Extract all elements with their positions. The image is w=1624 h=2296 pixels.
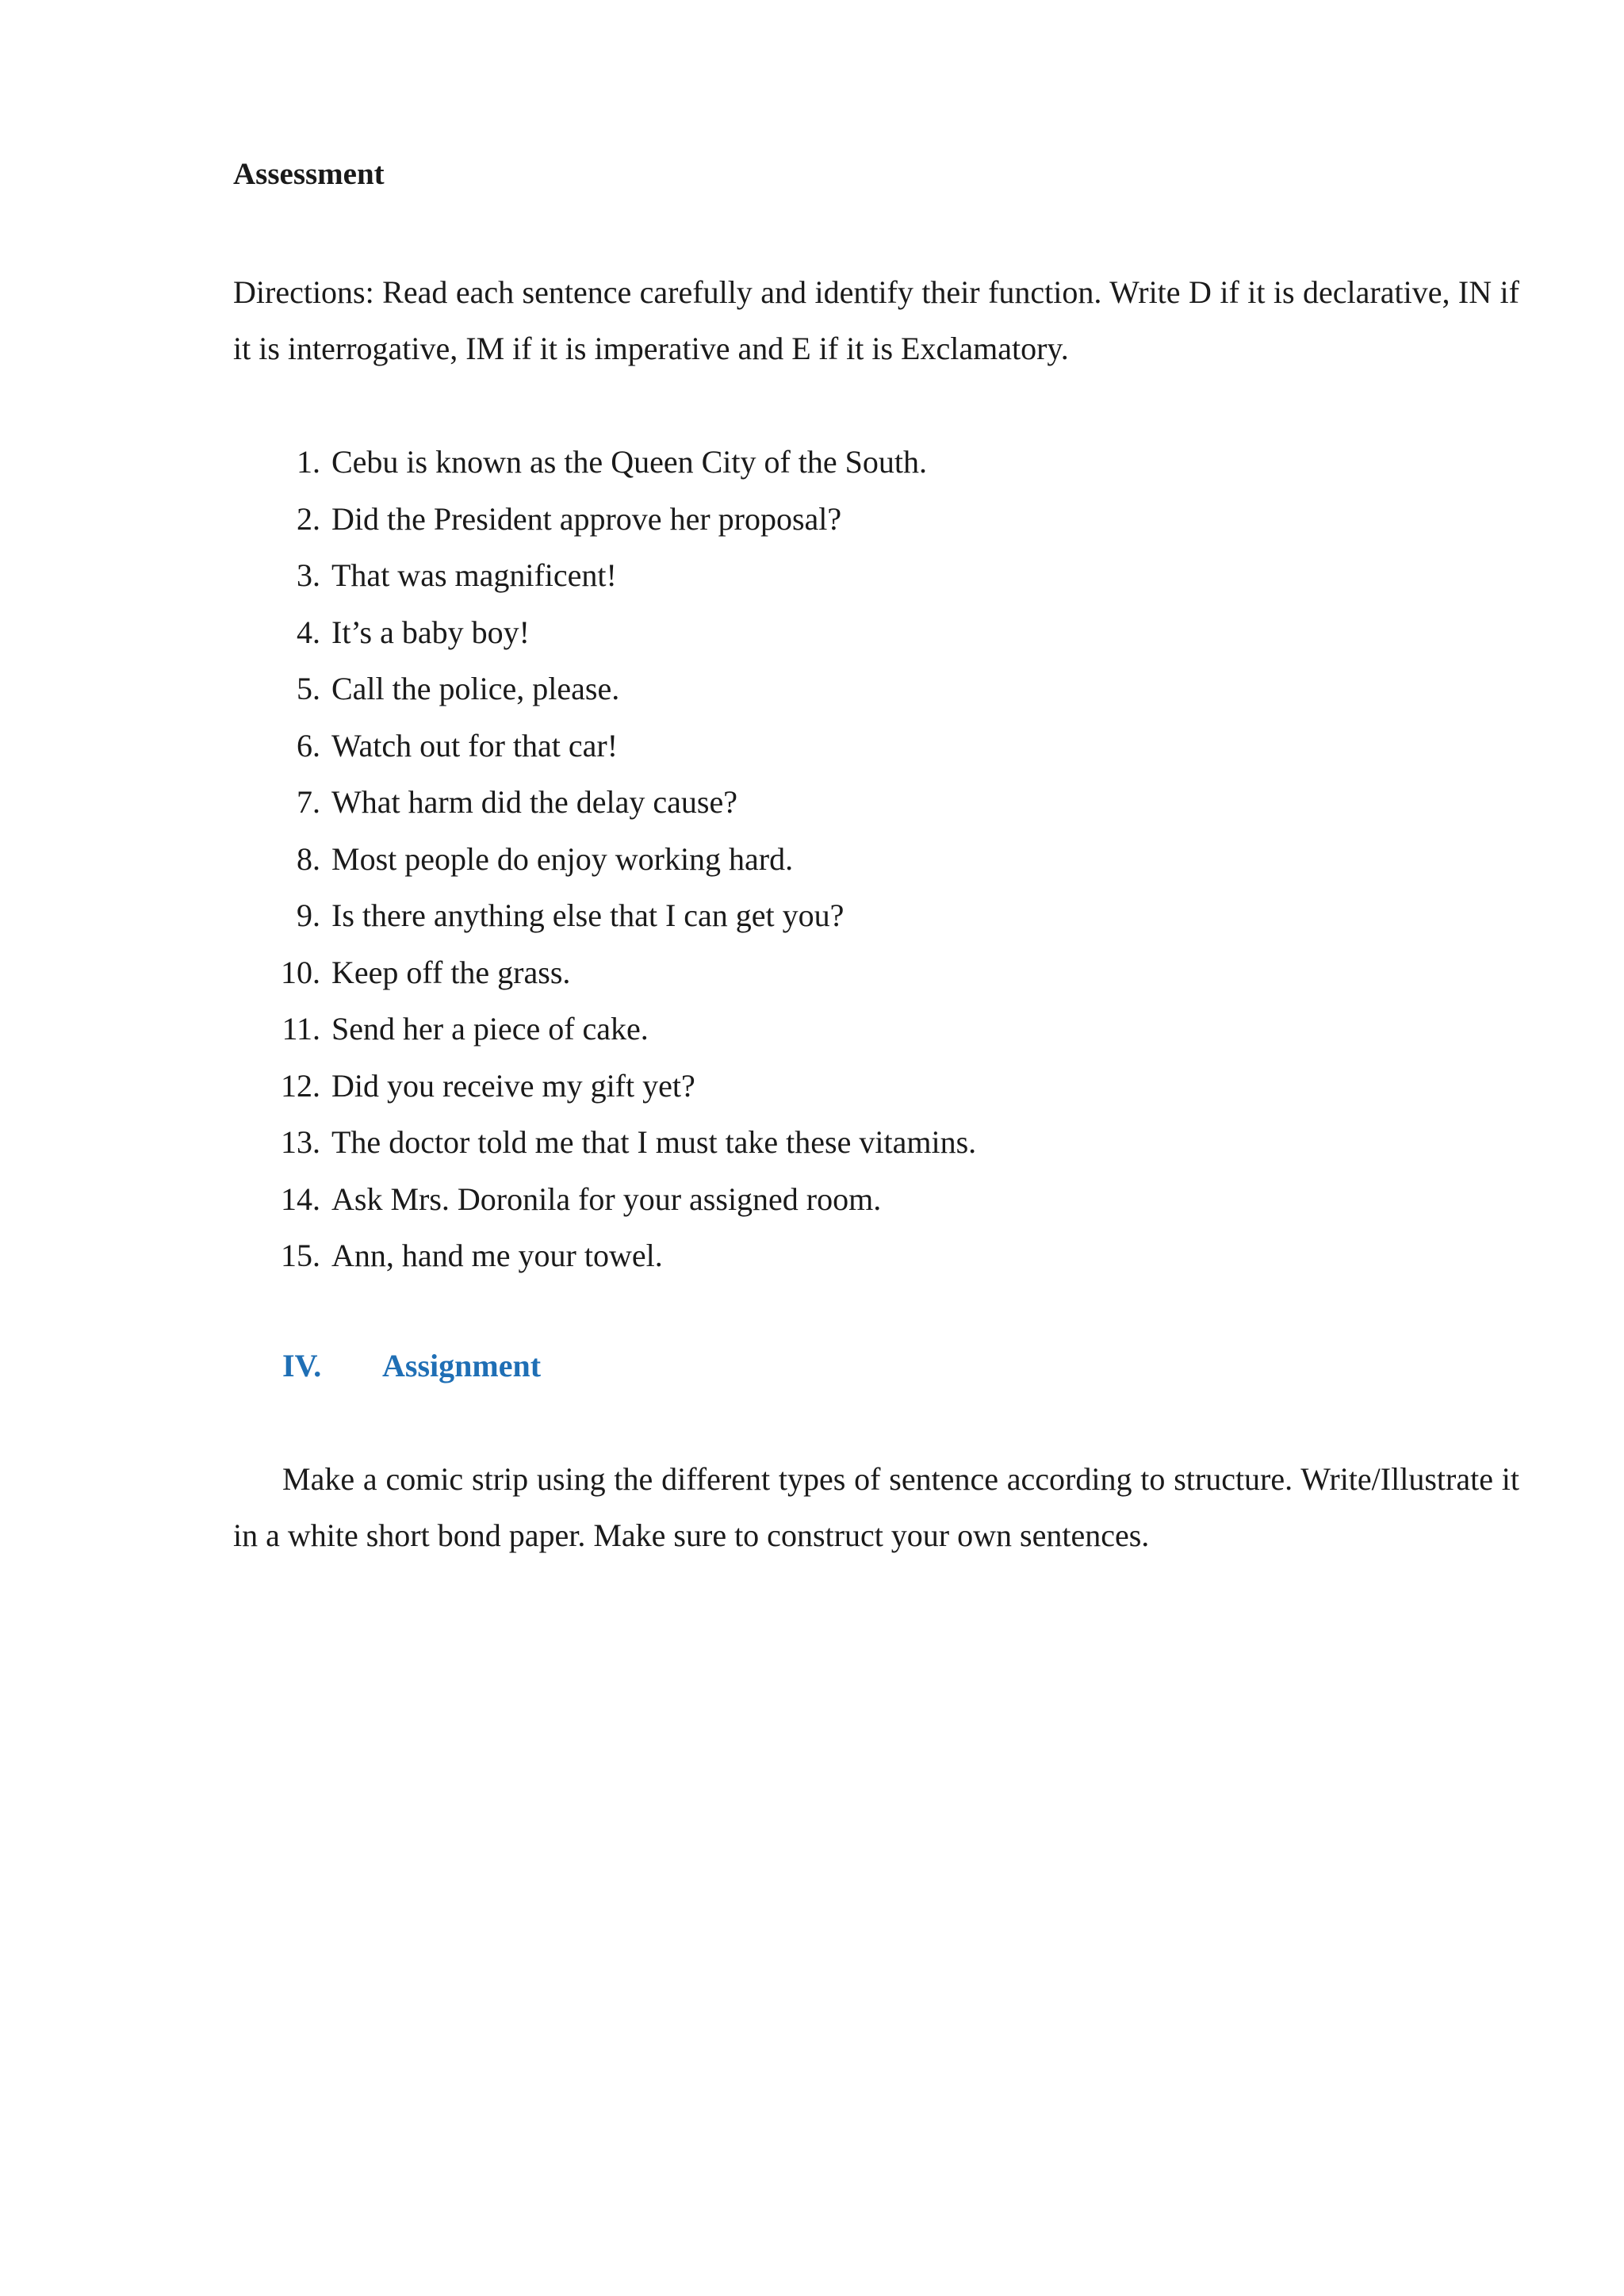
item-number: 13. [281,1124,320,1160]
item-number: 14. [281,1181,320,1217]
sentence-list [233,434,1519,1284]
assignment-section-heading [282,1337,1519,1394]
item-number: 4. [297,614,320,650]
item-text: The doctor told me that I must take these vitamins. [331,1124,977,1160]
assessment-heading: Assessment [233,157,385,191]
item-number: 2. [297,500,320,537]
list-item [233,604,1519,661]
item-number: 9. [297,897,320,933]
section-title: Assignment [382,1347,542,1383]
page-content [233,151,1519,1563]
list-item [233,887,1519,944]
item-number: 7. [297,784,320,820]
item-text: Cebu is known as the Queen City of the South. [331,444,928,480]
list-item [233,1058,1519,1115]
item-number: 8. [297,840,320,877]
item-text: Did you receive my gift yet? [331,1067,695,1104]
list-item [233,547,1519,604]
item-number: 11. [282,1011,320,1047]
list-item [233,774,1519,831]
list-item [233,1001,1519,1058]
list-item [233,660,1519,718]
item-number: 1. [297,444,320,480]
item-text: Most people do enjoy working hard. [331,840,794,877]
item-text: Keep off the grass. [331,954,571,990]
assignment-paragraph: Make a comic strip using the different types of sentence according to structure. Write/Illustrate it in a white short bond paper. Make sure to construct your own sentences. [233,1460,1519,1553]
directions-paragraph: Directions: Read each sentence carefully and identify their function. Write D if it is declarative, IN if it is interrogative, IM if it is imperative and E if it is Exclamatory. [233,274,1519,366]
list-item [233,831,1519,888]
list-item [233,1171,1519,1228]
list-item [233,944,1519,1001]
item-number: 5. [297,671,320,706]
section-number: IV. [282,1347,322,1383]
list-item [233,1114,1519,1171]
item-text: What harm did the delay cause? [331,784,737,820]
item-text: It’s a baby boy! [331,614,530,650]
item-text: Call the police, please. [331,671,620,706]
list-item [233,491,1519,548]
item-text: Watch out for that car! [331,727,619,763]
item-number: 15. [281,1238,320,1273]
item-text: That was magnificent! [331,557,617,593]
list-item [233,434,1519,491]
item-text: Did the President approve her proposal? [331,500,842,537]
item-number: 12. [281,1067,320,1104]
item-text: Is there anything else that I can get you? [331,897,845,933]
list-item [233,1227,1519,1284]
item-text: Send her a piece of cake. [331,1011,649,1047]
list-item [233,718,1519,775]
item-number: 10. [281,954,320,990]
item-number: 3. [297,557,320,593]
item-text: Ann, hand me your towel. [331,1238,663,1273]
item-text: Ask Mrs. Doronila for your assigned room. [331,1181,882,1217]
item-number: 6. [297,727,320,763]
